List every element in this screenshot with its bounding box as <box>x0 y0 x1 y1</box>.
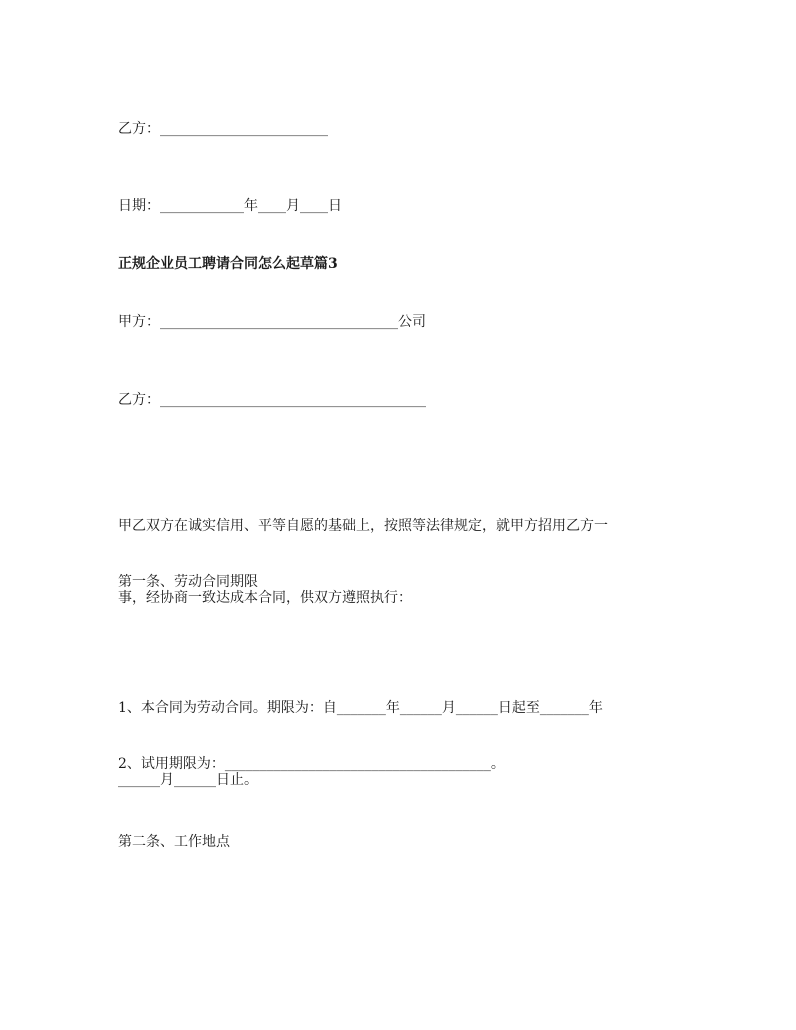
party-b-signature-line: 乙方：________________________ <box>118 121 328 137</box>
clause-1-paragraph <box>118 648 670 840</box>
article-1-title: 第一条、劳动合同期限 <box>118 574 258 590</box>
party-b-line: 乙方：______________________________________ <box>118 392 426 408</box>
clause-1-line-1: 1、本合同为劳动合同。期限为：自_______年______月______日起至_______年 <box>118 700 603 716</box>
intro-line-1: 甲乙双方在诚实信用、平等自愿的基础上，按照等法律规定，就甲方招用乙方一 <box>118 518 608 534</box>
intro-paragraph <box>118 466 670 658</box>
clause-2-line: 2、试用期限为：______________________________________。 <box>118 756 505 772</box>
intro-line-2: 事，经协商一致达成本合同，供双方遵照执行： <box>118 590 412 606</box>
signing-date-line: 日期：____________年____月____日 <box>118 198 342 214</box>
party-a-line: 甲方：__________________________________公司 <box>118 314 426 330</box>
clause-1-line-2: ______月______日止。 <box>118 772 258 788</box>
article-2-title: 第二条、工作地点 <box>118 834 230 850</box>
section-title: 正规企业员工聘请合同怎么起草篇3 <box>118 256 338 272</box>
